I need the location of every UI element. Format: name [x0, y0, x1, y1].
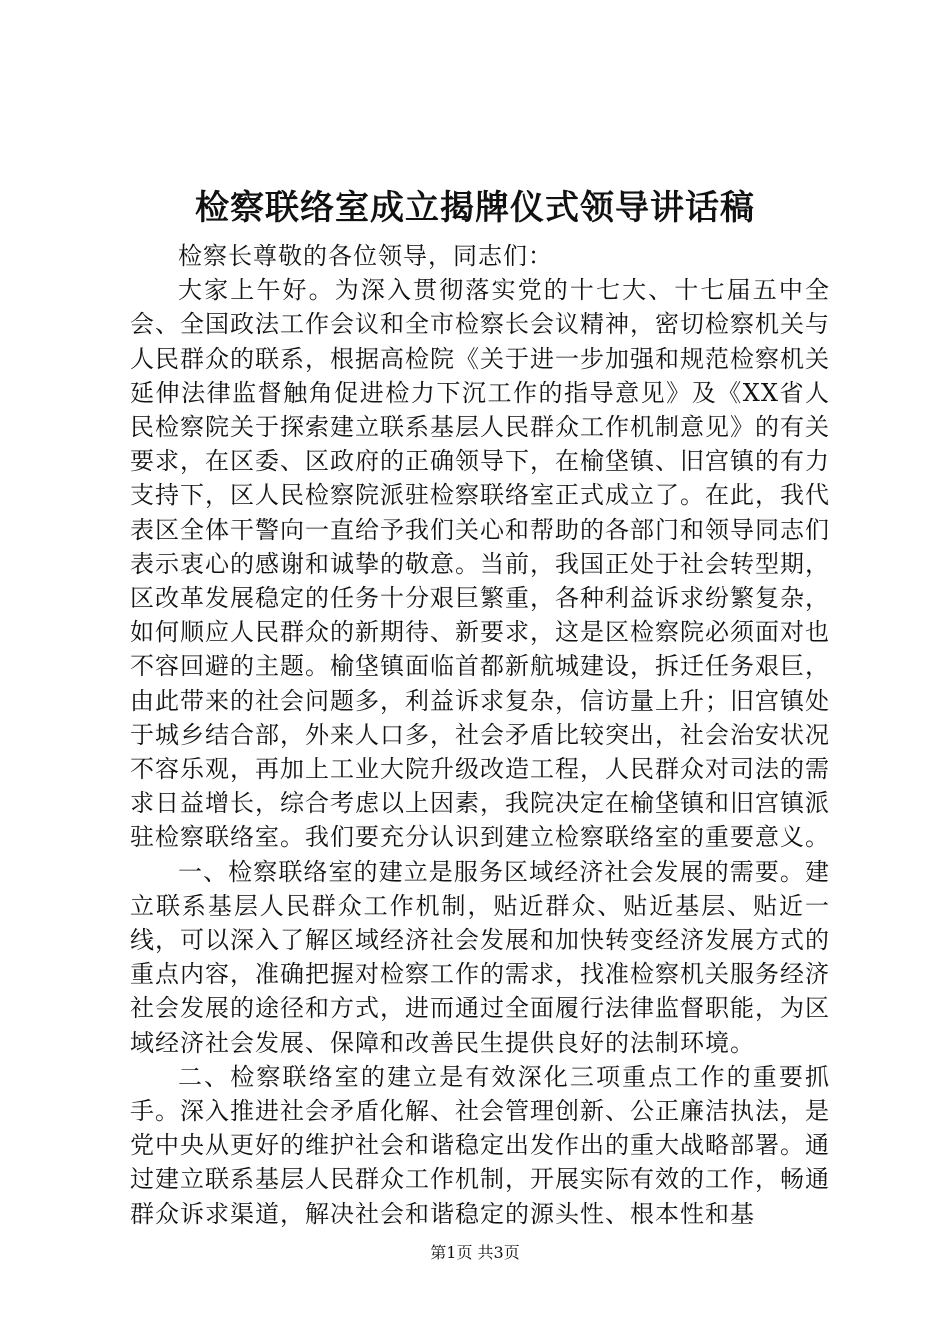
- page-number-footer: 第1页 共3页: [430, 1243, 520, 1262]
- document-title: 检察联络室成立揭牌仪式领导讲话稿: [195, 188, 755, 228]
- paragraph-point-one: 一、检察联络室的建立是服务区域经济社会发展的需要。建立联系基层人民群众工作机制，贴近群众、贴近基层、贴近一线，可以深入了解区域经济社会发展和加快转变经济发展方式的重点内容，准确把握对检察工作的需求，找准检察机关服务经济社会发展的途径和方式，进而通过全面履行法律监督职能，为区域经济社会发展、保障和改善民生提供良好的法制环境。: [130, 857, 830, 1057]
- paragraph-intro: 大家上午好。为深入贯彻落实党的十七大、十七届五中全会、全国政法工作会议和全市检察长会议精神，密切检察机关与人民群众的联系，根据高检院《关于进一步加强和规范检察机关延伸法律监督触角促进检力下沉工作的指导意见》及《XX省人民检察院关于探索建立联系基层人民群众工作机制意见》的有关要求，在区委、区政府的正确领导下，在榆垡镇、旧宫镇的有力支持下，区人民检察院派驻检察联络室正式成立了。在此，我代表区全体干警向一直给予我们关心和帮助的各部门和领导同志们表示衷心的感谢和诚挚的敬意。当前，我国正处于社会转型期，区改革发展稳定的任务十分艰巨繁重，各种利益诉求纷繁复杂，如何顺应人民群众的新期待、新要求，这是区检察院必须面对也不容回避的主题。榆垡镇面临首都新航城建设，拆迁任务艰巨，由此带来的社会问题多，利益诉求复杂，信访量上升；旧宫镇处于城乡结合部，外来人口多，社会矛盾比较突出，社会治安状况不容乐观，再加上工业大院升级改造工程，人民群众对司法的需求日益增长，综合考虑以上因素，我院决定在榆垡镇和旧宫镇派驻检察联络室。我们要充分认识到建立检察联络室的重要意义。: [130, 276, 830, 852]
- paragraph-point-two: 二、检察联络室的建立是有效深化三项重点工作的重要抓手。深入推进社会矛盾化解、社会管理创新、公正廉洁执法，是党中央从更好的维护社会和谐稳定出发作出的重大战略部署。通过建立联系基层人民群众工作机制，开展实际有效的工作，畅通群众诉求渠道，解决社会和谐稳定的源头性、根本性和基: [130, 1062, 830, 1228]
- document-body: [130, 239, 830, 1231]
- salutation: 检察长尊敬的各位领导，同志们：: [178, 242, 553, 270]
